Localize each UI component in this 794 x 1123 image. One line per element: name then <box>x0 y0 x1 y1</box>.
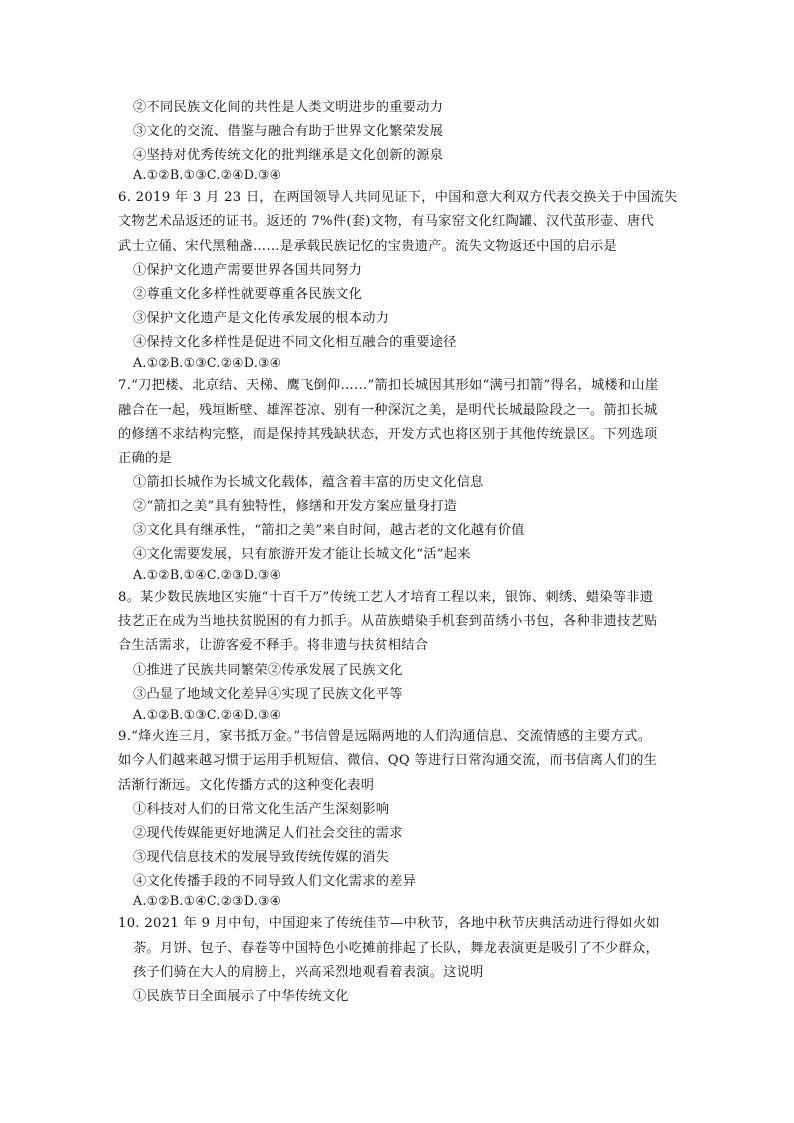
q6-option-4: ④保持文化多样性是促进不同文化相互融合的重要途径 <box>133 335 457 350</box>
q7-option-1: ①箭扣长城作为长城文化载体，蕴含着丰富的历史文化信息 <box>133 475 484 490</box>
q9-stem-line-3: 活渐行渐远。文化传播方式的这种变化表明 <box>118 778 375 793</box>
q8-stem-line-2: 技艺正在成为当地扶贫脱困的有力抓手。从苗族蜡染手机套到苗绣小书包，各种非遗技艺贴 <box>118 614 658 629</box>
q9-answer-choices: A.①②B.①④C.②③D.③④ <box>133 893 282 908</box>
q5-option-4: ④坚持对优秀传统文化的批判继承是文化创新的源泉 <box>133 148 444 163</box>
q7-option-4: ④文化需要发展，只有旅游开发才能让长城文化“活”起来 <box>133 547 471 562</box>
q7-stem-line-2: 融合在一起，残垣断壁、雄浑苍凉、别有一种深沉之美，是明代长城最险段之一。箭扣长城 <box>118 403 658 418</box>
q6-option-1: ①保护文化遗产需要世界各国共同努力 <box>133 263 363 278</box>
q5-option-3: ③文化的交流、借鉴与融合有助于世界文化繁荣发展 <box>133 124 444 139</box>
q9-option-3: ③现代信息技术的发展导致传统传媒的消失 <box>133 850 390 865</box>
q9-option-4: ④文化传播手段的不同导致人们文化需求的差异 <box>133 874 417 889</box>
q9-option-1: ①科技对人们的日常文化生活产生深刻影响 <box>133 802 390 817</box>
q9-stem-line-2: 如今人们越来越习惯于运用手机短信、微信、QQ 等进行日常沟通交流，而书信离人们的生 <box>118 753 658 768</box>
q10-stem-line-1: 10. 2021 年 9 月中旬，中国迎来了传统佳节—中秋节，各地中秋节庆典活动进行得如火如 <box>118 916 660 931</box>
q5-answer-choices: A.①②B.①③C.②④D.③④ <box>133 167 282 182</box>
q9-stem-line-1: 9.“烽火连三月，家书抵万金。”书信曾是远隔两地的人们沟通信息、交流情感的主要方式。 <box>118 729 652 744</box>
q8-stem-line-3: 合生活需求，让游客爱不释手。将非遗与扶贫相结合 <box>118 638 429 653</box>
q8-options-1-2: ①推进了民族共同繁荣②传承发展了民族文化 <box>133 663 403 678</box>
q6-stem-line-1: 6. 2019 年 3 月 23 日，在两国领导人共同见证下，中国和意大利双方代表交换关于中国流失 <box>118 190 678 205</box>
q7-option-2: ②“箭扣之美”具有独特性，修缮和开发方案应量身打造 <box>133 499 458 514</box>
q6-stem-line-2: 文物艺术品返还的证书。返还的 7%件(套)文物，有马家窑文化红陶罐、汉代茧形壶、唐代 <box>118 214 654 229</box>
q6-option-3: ③保护文化遗产是文化传承发展的根本动力 <box>133 311 390 326</box>
q8-options-3-4: ③凸显了地域文化差异④实现了民族文化平等 <box>133 687 403 702</box>
q8-answer-choices: A.①②B.①③C.②④D.③④ <box>133 707 282 722</box>
q8-stem-line-1: 8。某少数民族地区实施“十百千万”传统工艺人才培育工程以来，银饰、刺绣、蜡染等非遗 <box>118 590 654 605</box>
q10-stem-line-3: 孩子们骑在大人的肩膀上，兴高采烈地观看着表演。这说明 <box>133 965 484 980</box>
q9-option-2: ②现代传媒能更好地满足人们社会交往的需求 <box>133 826 403 841</box>
q5-option-2: ②不同民族文化间的共性是人类文明进步的重要动力 <box>133 100 444 115</box>
q7-stem-line-3: 的修缮不求结构完整，而是保持其残缺状态，开发方式也将区别于其他传统景区。下列选项 <box>118 427 658 442</box>
q6-answer-choices: A.①②B.①③C.②④D.③④ <box>133 355 282 370</box>
q7-stem-line-1: 7.“刀把楼、北京结、天梯、鹰飞倒仰……”箭扣长城因其形如“满弓扣箭”得名，城楼和山崖 <box>118 378 659 393</box>
q10-stem-line-2: 荼。月饼、包子、春卷等中国特色小吃摊前排起了长队，舞龙表演更是吸引了不少群众， <box>133 941 660 956</box>
q6-stem-line-3: 武士立俑、宋代黑釉盏……是承载民族记忆的宝贵遗产。流失文物返还中国的启示是 <box>118 239 618 254</box>
q7-answer-choices: A.①②B.①④C.②③D.③④ <box>133 567 282 582</box>
q7-option-3: ③文化具有继承性，“箭扣之美”来自时间，越古老的文化越有价值 <box>133 523 525 538</box>
q10-option-1: ①民族节日全面展示了中华传统文化 <box>133 989 349 1004</box>
q7-stem-line-4: 正确的是 <box>118 451 172 466</box>
q6-option-2: ②尊重文化多样性就要尊重各民族文化 <box>133 287 363 302</box>
